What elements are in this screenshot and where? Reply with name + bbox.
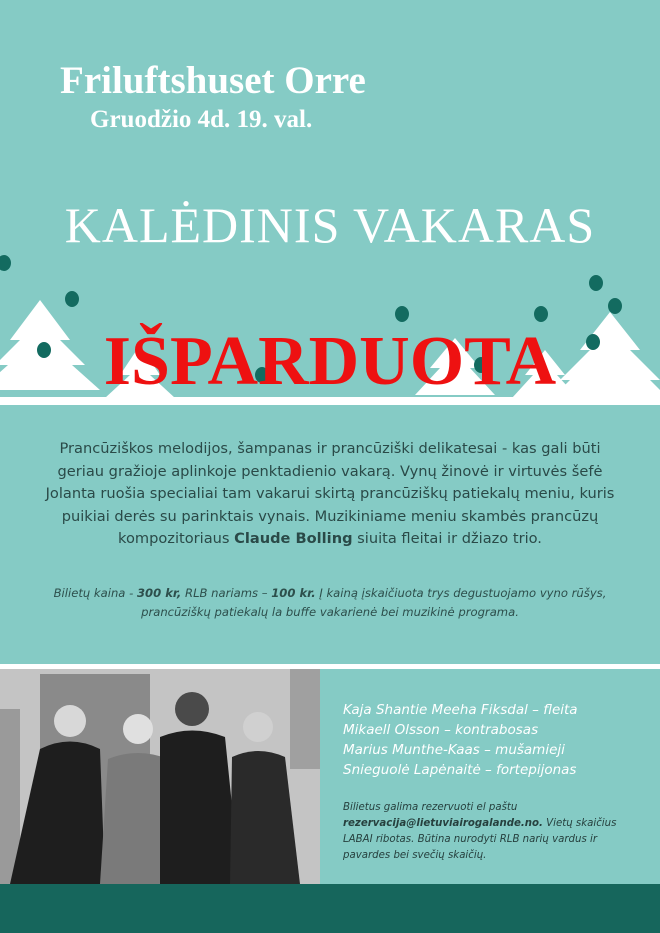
event-title: KALĖDINIS VAKARAS <box>64 197 596 253</box>
price-regular: 300 kr, <box>136 586 182 600</box>
composer-name: Claude Bolling <box>234 530 353 547</box>
description-text: Prancūziškos melodijos, šampanas ir prancūziški delikatesai - kas gali būti geriau gražioje aplinkoje penktadienio vakarą. Vynų žinovė ir virtuvės šefė Jolanta ruošia specialiai tam vakarui skirtą prancūziškų patiekalų meniu, kuris puikiai derės su parinktais vynais. Muzikiniame meniu skambės prancūzų kompozitoriaus <box>45 440 615 547</box>
musicians-photo <box>0 669 320 884</box>
musician-item: Kaja Shantie Meeha Fiksdal – fleita <box>343 702 578 718</box>
price-text: Į kainą įskaičiuota trys degustuojamo vyno rūšys, prancūziškų patiekalų la buffe vakarienė bei muzikinė programa. <box>141 586 607 619</box>
price-info <box>30 584 630 621</box>
event-date: Gruodžio 4d. 19. val. <box>90 106 313 133</box>
musicians-list <box>343 700 578 780</box>
musician-item: Marius Munthe-Kaas – mušamieji <box>343 742 565 758</box>
event-description <box>40 438 620 551</box>
musician-item: Mikaell Olsson – kontrabosas <box>343 722 539 738</box>
booking-text-end: Vietų skaičius LABAI ribotas. Būtina nurodyti RLB narių vardus ir pavardes bei svečių skaičių. <box>343 818 617 861</box>
booking-email-link[interactable]: rezervacija@lietuviairogalande.no. <box>343 818 543 829</box>
description-text-end: siuita fleitai ir džiazo trio. <box>352 530 542 547</box>
price-text: RLB nariams – <box>181 586 272 600</box>
musician-item: Snieguolė Lapėnaitė – fortepijonas <box>343 762 577 778</box>
price-member: 100 kr. <box>271 586 316 600</box>
venue-name: Friluftshuset Orre <box>60 59 366 102</box>
footer-bar <box>0 884 660 933</box>
booking-text: Bilietus galima rezervuoti el paštu <box>343 802 518 813</box>
price-text: Bilietų kaina - <box>53 586 137 600</box>
sold-out-label: IŠPARDUOTA <box>103 323 557 400</box>
booking-info <box>343 800 643 864</box>
